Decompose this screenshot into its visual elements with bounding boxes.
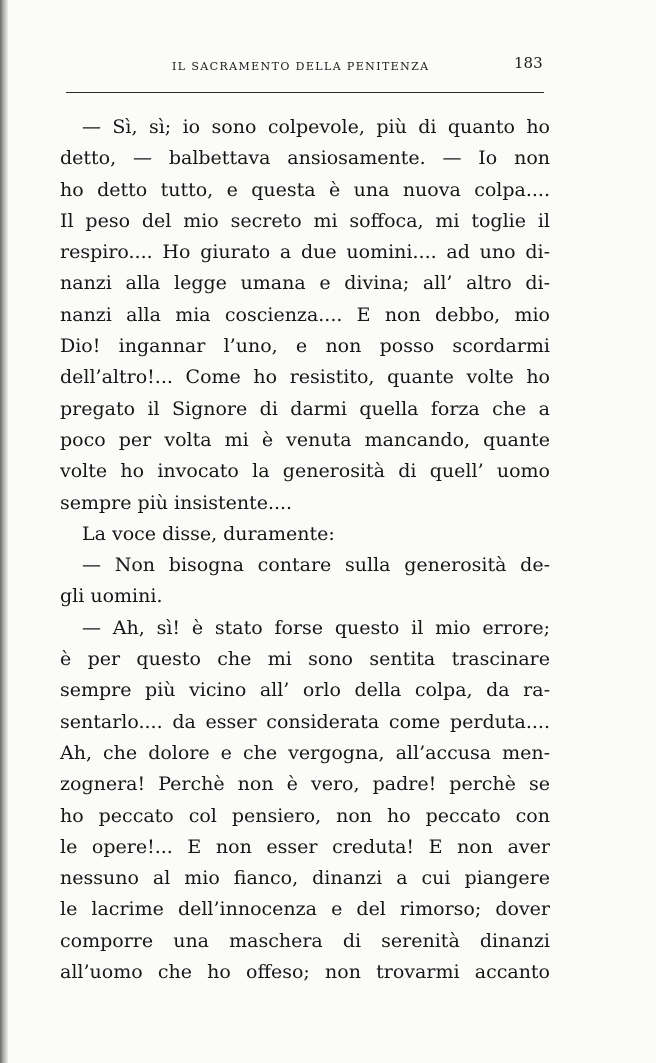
text-line: zognera! Perchè non è vero, padre! perchè se <box>60 773 550 796</box>
text-line: — Non bisogna contare sulla generosità de- <box>82 554 550 577</box>
page-spine-shadow <box>0 0 8 1063</box>
text-line: detto, — balbettava ansiosamente. — Io non <box>60 147 550 170</box>
text-line: Ah, che dolore e che vergogna, all’accusa men- <box>60 741 550 764</box>
text-line: — Ah, sì! è stato forse questo il mio errore; <box>82 616 550 639</box>
text-line: pregato il Signore di darmi quella forza che a <box>60 397 550 420</box>
text-line: nanzi alla mia coscienza.... E non debbo, mio <box>60 303 550 326</box>
body-text <box>60 112 550 988</box>
text-line: Dio! ingannar l’uno, e non posso scordarmi <box>60 335 550 358</box>
header-rule <box>66 92 544 93</box>
text-line: gli uomini. <box>60 585 163 608</box>
running-title: IL SACRAMENTO DELLA PENITENZA <box>172 60 430 73</box>
text-line: ho detto tutto, e questa è una nuova colpa.... <box>60 178 550 201</box>
text-line: ho peccato col pensiero, non ho peccato con <box>60 804 550 827</box>
text-line: le lacrime dell’innocenza e del rimorso; dover <box>60 898 550 921</box>
text-line: sempre più insistente.... <box>60 491 293 514</box>
text-line: è per questo che mi sono sentita trascinare <box>60 648 550 671</box>
text-line: sentarlo.... da esser considerata come perduta.... <box>60 710 550 733</box>
text-line: respiro.... Ho giurato a due uomini.... ad uno di- <box>60 241 550 264</box>
text-line: poco per volta mi è venuta mancando, quante <box>60 428 550 451</box>
text-line: nessuno al mio fianco, dinanzi a cui piangere <box>60 867 550 890</box>
text-line: volte ho invocato la generosità di quell’ uomo <box>60 460 550 483</box>
text-line: all’uomo che ho offeso; non trovarmi accanto <box>60 961 550 984</box>
text-line: Il peso del mio secreto mi soffoca, mi toglie il <box>60 209 550 232</box>
page-number: 183 <box>514 54 543 72</box>
text-line: — Sì, sì; io sono colpevole, più di quanto ho <box>82 116 550 138</box>
text-line: sempre più vicino all’ orlo della colpa, da ra- <box>60 679 550 702</box>
text-line: dell’altro!... Come ho resistito, quante volte ho <box>60 366 550 389</box>
text-line: La voce disse, duramente: <box>82 522 335 545</box>
text-line: le opere!... E non esser creduta! E non aver <box>60 835 550 858</box>
text-line: nanzi alla legge umana e divina; all’ altro di- <box>60 272 550 295</box>
text-line: comporre una maschera di serenità dinanzi <box>60 929 550 952</box>
